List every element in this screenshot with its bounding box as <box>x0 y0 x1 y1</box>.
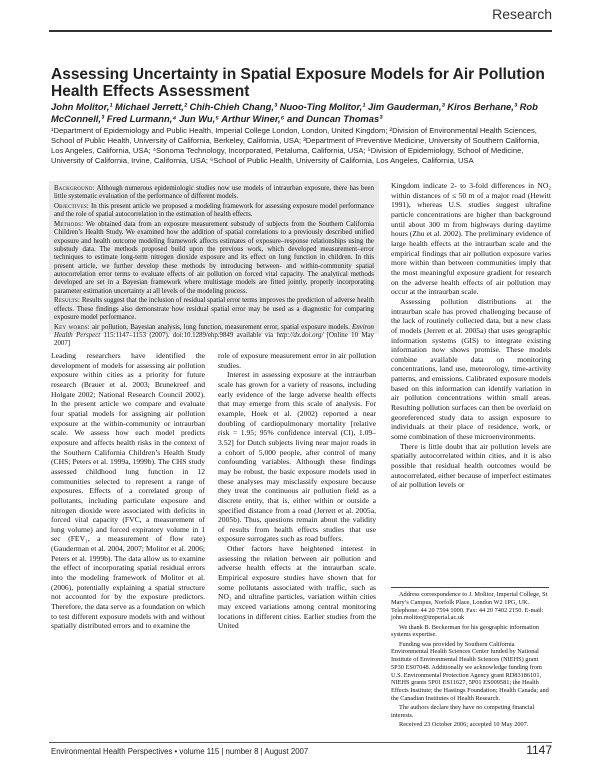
body-paragraph: Assessing pollution distributions at the intraurban scale has proved challenging because of the lack of routinely collected data, but a new class of models (Jerrett et al. 2005a) that uses geographic information systems (GIS) to integrate existing information now shows promise. These models combine available data on monitoring concentrations, land use, meteorology, time-activity patterns, and emissions. Calibrated exposure models based on this information can identify variation in air pollution concentrations within small areas. Resulting pollution surfaces can then be overlaid on georeferenced study data to assign exposure to individuals at their place of residence, work, or some combination of these microenvironments. <box>391 296 551 442</box>
article-title: Assessing Uncertainty in Spatial Exposure Models for Air Pollution Health Effects Assessment <box>51 66 545 100</box>
body-paragraph: role of exposure measurement error in air pollution studies. <box>218 351 376 370</box>
footer-rule <box>49 742 552 743</box>
abstract-methods <box>54 221 374 296</box>
funding-note: Funding was provided by Southern California Environmental Health Sciences Center funded by National Institute of Environmental Health Sciences (NIEHS) grant 5P30 ES07048. Additionally we acknowledge funding from U.S. Environmental Protection Agency grant RD83186101, NIEHS grants 5P01 ES11627, 5P01 ES009581; the Health Effects Institute; the Hastings Foundation; Health Canada; and the Canadian Institutes of Health Research. <box>391 640 549 702</box>
abstract <box>54 185 374 350</box>
author-list: John Molitor,¹ Michael Jerrett,² Chih-Chieh Chang,³ Nuoo-Ting Molitor,¹ Jim Gauderman,³ Kiros Berhane,³ Rob McConnell,³ Fred Lurmann,⁴ Jun Wu,⁵ Arthur Winer,⁶ and Duncan Thomas³ <box>51 101 538 124</box>
footer-date: August 2007 <box>264 747 309 756</box>
body-column-1 <box>51 351 205 631</box>
background-text: Although numerous epidemiologic studies now use models of intraurban exposure, there has been little systematic evaluation of the performance of different models. <box>54 185 375 201</box>
keywords-label: Key words: <box>54 323 90 331</box>
footer-volume: volume 115 <box>179 747 220 756</box>
abstract-objectives <box>54 203 374 220</box>
background-label: Background: <box>54 185 95 192</box>
objectives-text: In this present article we proposed a modeling framework for assessing exposure model performance and the role of spatial autocorrelation in the estimation of health effects. <box>54 203 374 219</box>
body-paragraph: Kingdom indicate 2- to 3-fold differences in NO₂ within distances of ≤ 50 m of a major road (Hewitt 1991), whereas U.S. studies suggest ultrafine particle concentrations are higher than background until about 300 m from highways during daytime hours (Zhu et al. 2002). The preliminary evidence of large health effects at the intraurban scale and the empirical findings that air pollution exposure varies more within than between communities imply that the most meaningful exposure gradient for research on the adverse health effects of air pollution may occur at the intraurban scale. <box>391 181 551 297</box>
citation-details: 115:1147–1153 (2007). doi:10.1289/ehp.9849 available via <box>103 332 274 340</box>
results-label: Results: <box>54 297 80 305</box>
footer-separator: | <box>260 747 265 756</box>
received-note: Received 23 October 2006; accepted 10 May 2007. <box>399 721 529 728</box>
affiliations: ¹Department of Epidemiology and Public Health, Imperial College London, London, United Kingdom; ²Division of Environmental Health Sciences, School of Public Health, University of California, Berkeley, California, USA; ³Department of Preventive Medicine, University of Southern California, Los Angeles, California, USA; ⁴Sonoma Technology, Incorporated, Petaluma, California, USA; ⁵Division of Epidemiology, School of Medicine, University of California, Irvine, California, USA; ⁶School of Public Health, University of California, Los Angeles, California, USA <box>51 126 540 165</box>
body-column-3 <box>391 181 551 490</box>
competing-interests-note: The authors declare they have no competing financial interests. <box>391 704 535 719</box>
citation-url[interactable]: http://dx.doi.org/ <box>276 332 324 340</box>
journal-footer <box>51 747 308 756</box>
methods-label: Methods: <box>54 221 84 229</box>
footer-number: number 8 <box>225 747 259 756</box>
thanks-note: We thank B. Beckerman for his geographic information systems expertise. <box>391 623 540 639</box>
header-rule <box>49 30 552 32</box>
citation-journal: Environ Health Perspect <box>54 323 374 340</box>
citation-online: [Online 10 May 2007] <box>54 332 374 348</box>
footnote-rule <box>391 587 549 588</box>
objectives-label: Objectives: <box>54 203 89 211</box>
footer-separator: • <box>174 747 180 756</box>
correspondence-note: Address correspondence to J. Molitor, Imperial College, St Mary’s Campus, Norfolk Place, London W2 1PG, UK. Telephone: 44 20 7594 1000. Fax: 44 20 7402 2150. E-mail: john.molitor@imperial.ac.uk <box>391 591 548 622</box>
section-label: Research <box>492 6 552 22</box>
footer-separator: | <box>221 747 226 756</box>
body-paragraph: There is little doubt that air pollution levels are spatially autocorrelated within cities, and it is also possible that residual health outcomes would be autocorrelated, either because of imperfect estimates of air pollution levels or <box>391 441 551 490</box>
abstract-keywords <box>54 324 374 349</box>
body-paragraph: Other factors have heightened interest in assessing the relation between air pollution and adverse health effects at the intraurban scale. Empirical exposure studies have shown that for some pollutants associated with traffic, such as NO₂ and ultrafine particles, variation within cities may exceed variations among central monitoring locations in different cities. Earlier studies from the United <box>218 544 376 631</box>
keywords-text: air pollution, Bayesian analysis, lung function, measurement error, spatial exposure models. <box>91 323 350 331</box>
author-notes <box>391 591 551 730</box>
body-paragraph: Leading researchers have identified the development of models for assessing air pollution exposure within cities as a priority for future research (Brauer et al. 2003; Brunekreef and Holgate 2002; National Research Council 2002). In the present article we compare and evaluate four spatial models for assigning air pollution exposure at the within-community or intraurban scale. We assess how each model predicts exposure and affects health risks in the context of the Southern California Children’s Health Study (CHS; Peters et al. 1999a, 1999b). The CHS study assessed childhood lung function in 12 communities selected to represent a range of exposures. Effects of a correlated group of pollutants, including particulate exposure and nitrogen dioxide were associated with deficits in forced vital capacity (FVC, a measurement of lung volume) and forced expiratory volume in 1 sec (FEV₁, a measurement of flow rate) (Gauderman et al. 2004, 2007; Molitor et al. 2006; Peters et al. 1999b). The data allow us to examine the effect of incorporating spatial residual errors into the modeling framework of Molitor et al. (2006), potentially explaining a spatial structure not accounted for by the exposure predictors. Therefore, the data serve as a foundation on which to test different exposure models with and without spatially distributed errors and to examine the <box>51 351 205 631</box>
body-paragraph: Interest in assessing exposure at the intraurban scale has grown for a variety of reasons, including early evidence of the large adverse health effects that may emerge from this scale of analysis. For example, Hoek et al. (2002) reported a near doubling of cardiopulmonary mortality [relative risk = 1.95; 95% confidence interval (CI), 1.09–3.52] for Dutch subjects living near major roads in a cohort of 5,000 people, after control of many confounding variables. Although these findings may be robust, the basic exposure models used in these analyses may misclassify exposure because they treat the continuous air pollution field as a discrete entity, that is, either within or outside a specified distance from a road (Jerrett et al. 2005a, 2005b). Thus, questions remain about the validity of results from health effects studies that use exposure surrogates such as road buffers. <box>218 370 376 544</box>
abstract-results <box>54 297 374 322</box>
abstract-background <box>54 185 374 202</box>
results-text: Results suggest that the inclusion of residual spatial error terms improves the prediction of adverse health effects. These findings also demonstrate how residual spatial error may be used as a diagnostic for comparing exposure model performance. <box>54 297 374 321</box>
methods-text: We obtained data from an exposure measurement substudy of subjects from the Southern California Children’s Health Study. We examined how the addition of spatial correlations to a previously described unified exposure and health outcome modeling framework affects estimates of exposure–response relationships using the substudy data. The methods proposed build upon the previous work, which developed measurement–error techniques to estimate long-term nitrogen dioxide exposure and its effect on lung function in children. In this present article, we further develop these methods by introducing between- and within-community spatial autocorrelation error terms to evaluate effects of air pollution on forced vital capacity. The analytical methods developed are set in a Bayesian framework where multistage models are fitted jointly, properly incorporating parameter estimation uncertainty at all levels of the modeling process. <box>54 221 374 295</box>
footer-journal: Environmental Health Perspectives <box>51 747 173 756</box>
body-column-2 <box>218 351 376 631</box>
page-number: 1147 <box>526 743 552 757</box>
